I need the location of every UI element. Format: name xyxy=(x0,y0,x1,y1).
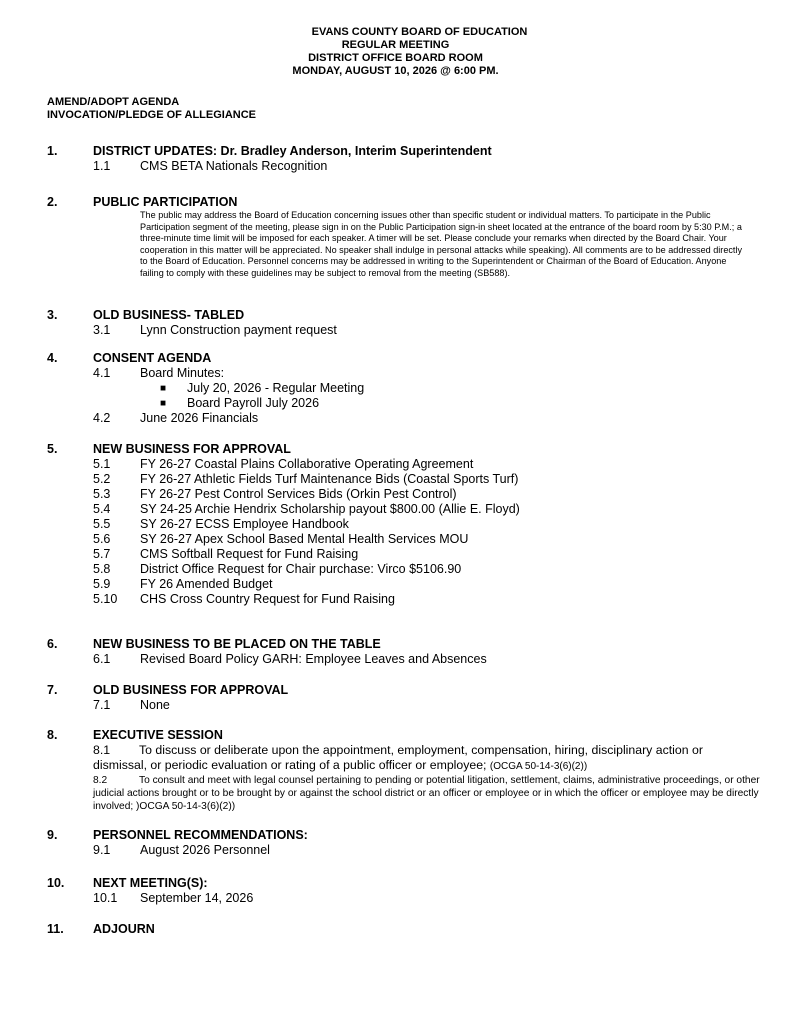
item-number: 9.1 xyxy=(93,843,111,857)
section-old-business-tabled xyxy=(47,308,747,338)
item-number: 5.10 xyxy=(93,592,118,606)
section-district-updates xyxy=(47,144,747,174)
section-number: 9. xyxy=(47,828,58,842)
document-header xyxy=(0,26,791,78)
section-number: 7. xyxy=(47,683,58,697)
section-new-business-table xyxy=(47,637,747,667)
section-adjourn xyxy=(47,922,747,937)
list-item xyxy=(47,411,747,426)
list-item xyxy=(47,547,747,562)
item-number: 5.3 xyxy=(93,487,111,501)
item-number: 5.4 xyxy=(93,502,111,516)
list-item xyxy=(47,577,747,592)
section-number: 4. xyxy=(47,351,58,365)
item-text: Board Minutes: xyxy=(140,366,225,380)
executive-item-legal xyxy=(93,774,763,813)
item-text: To consult and meet with legal counsel pertaining to pending or potential litigation, settlement, claims, administrative proceedings, or other judicial actions brought or to be brought by or against the school district or an officer or employee or in which the officer or employee may be directly involved; )OCGA 50-14-3(6)(2)) xyxy=(93,775,760,812)
list-item xyxy=(47,843,747,858)
section-number: 2. xyxy=(47,195,58,209)
bullet-item xyxy=(47,381,747,396)
item-text: Lynn Construction payment request xyxy=(140,323,337,337)
section-title: EXECUTIVE SESSION xyxy=(93,728,223,742)
section-title: DISTRICT UPDATES: Dr. Bradley Anderson, Interim Superintendent xyxy=(93,144,492,158)
section-number: 6. xyxy=(47,637,58,651)
item-text: FY 26-27 Pest Control Services Bids (Orkin Pest Control) xyxy=(140,487,457,501)
bullet-text: Board Payroll July 2026 xyxy=(187,396,320,410)
item-number: 8.1 xyxy=(93,743,111,757)
item-number: 5.9 xyxy=(93,577,111,591)
item-text: SY 26-27 Apex School Based Mental Health Services MOU xyxy=(140,532,469,546)
bullet-text: July 20, 2026 - Regular Meeting xyxy=(187,381,365,395)
list-item xyxy=(47,323,747,338)
legal-citation: (OCGA 50-14-3(6)(2)) xyxy=(489,761,588,772)
list-item xyxy=(47,698,747,713)
section-number: 3. xyxy=(47,308,58,322)
section-title: NEXT MEETING(S): xyxy=(93,876,208,890)
executive-item-personnel xyxy=(93,743,753,774)
item-text: June 2026 Financials xyxy=(140,411,259,425)
bullet-square-icon: ■ xyxy=(160,398,167,409)
item-number: 4.2 xyxy=(93,411,111,425)
section-new-business-approval xyxy=(47,442,747,607)
list-item xyxy=(47,891,747,906)
list-item xyxy=(47,592,747,607)
section-title: CONSENT AGENDA xyxy=(93,351,212,365)
meeting-location: DISTRICT OFFICE BOARD ROOM xyxy=(308,52,483,64)
item-text: Revised Board Policy GARH: Employee Leaves and Absences xyxy=(140,652,487,666)
section-executive-session xyxy=(47,728,760,813)
item-number: 10.1 xyxy=(93,891,118,905)
section-number: 5. xyxy=(47,442,58,456)
item-text: None xyxy=(140,698,170,712)
section-personnel xyxy=(47,828,747,858)
item-text: FY 26 Amended Budget xyxy=(140,577,273,591)
item-text: CMS BETA Nationals Recognition xyxy=(140,159,328,173)
section-next-meeting xyxy=(47,876,747,906)
section-number: 10. xyxy=(47,876,65,890)
list-item xyxy=(47,652,747,667)
item-text: FY 26-27 Athletic Fields Turf Maintenance Bids (Coastal Sports Turf) xyxy=(140,472,519,486)
section-title: OLD BUSINESS- TABLED xyxy=(93,308,245,322)
section-title: OLD BUSINESS FOR APPROVAL xyxy=(93,683,289,697)
opening-items xyxy=(47,96,256,122)
item-number: 5.6 xyxy=(93,532,111,546)
item-text: CHS Cross Country Request for Fund Raising xyxy=(140,592,395,606)
list-item xyxy=(47,502,747,517)
list-item xyxy=(47,159,747,174)
item-number: 5.1 xyxy=(93,457,111,471)
board-name: EVANS COUNTY BOARD OF EDUCATION xyxy=(311,26,528,38)
list-item xyxy=(47,532,747,547)
item-text: CMS Softball Request for Fund Raising xyxy=(140,547,359,561)
item-text: SY 26-27 ECSS Employee Handbook xyxy=(140,517,349,531)
meeting-type: REGULAR MEETING xyxy=(341,39,450,51)
amend-adopt-agenda: AMEND/ADOPT AGENDA xyxy=(47,96,180,108)
section-title: PUBLIC PARTICIPATION xyxy=(93,195,238,209)
list-item xyxy=(47,366,747,381)
section-title: NEW BUSINESS TO BE PLACED ON THE TABLE xyxy=(93,637,381,651)
item-number: 6.1 xyxy=(93,652,111,666)
section-number: 11. xyxy=(47,922,64,936)
item-text: August 2026 Personnel xyxy=(140,843,270,857)
list-item xyxy=(47,517,747,532)
section-public-participation xyxy=(47,195,747,280)
list-item xyxy=(47,472,747,487)
item-text: District Office Request for Chair purchase: Virco $5106.90 xyxy=(140,562,462,576)
public-participation-guidelines: The public may address the Board of Education concerning issues other than specific student or individual matters. To participate in the Public Participation segment of the meeting, please sign in on the Public Participation sign-in sheet located at the entrance of the board room by 5:30 P.M.; a three-minute time limit will be imposed for each speaker. A timer will be set. Please conclude your remarks when directed by the Board Chair. Your cooperation in this matter will be appreciated. No speaker shall indulge in personal attacks while speaking). All comments are to be addressed directly to the Board of Education. Personnel concerns may be addressed in writing to the Superintendent or Chairman of the Board of Education. Anyone failing to comply with these guidelines may be subject to removal from the meeting (SB588). xyxy=(140,210,743,278)
item-text: To discuss or deliberate upon the appointment, employment, compensation, hiring, disciplinary action or dismissal, or periodic evaluation or rating of a public officer or employee; xyxy=(93,743,703,772)
item-text: September 14, 2026 xyxy=(140,891,254,905)
bullet-square-icon: ■ xyxy=(160,383,167,394)
item-number: 3.1 xyxy=(93,323,111,337)
item-text: FY 26-27 Coastal Plains Collaborative Operating Agreement xyxy=(140,457,474,471)
item-number: 5.8 xyxy=(93,562,111,576)
section-old-business-approval xyxy=(47,683,747,713)
item-text: SY 24-25 Archie Hendrix Scholarship payout $800.00 (Allie E. Floyd) xyxy=(140,502,520,516)
section-title: PERSONNEL RECOMMENDATIONS: xyxy=(93,828,308,842)
item-number: 1.1 xyxy=(93,159,111,173)
bullet-item xyxy=(47,396,747,411)
item-number: 5.5 xyxy=(93,517,111,531)
invocation-pledge: INVOCATION/PLEDGE OF ALLEGIANCE xyxy=(47,109,257,121)
section-title: ADJOURN xyxy=(93,922,155,936)
list-item xyxy=(47,487,747,502)
section-number: 8. xyxy=(47,728,58,742)
item-number: 4.1 xyxy=(93,366,111,380)
list-item xyxy=(47,562,747,577)
section-number: 1. xyxy=(47,144,58,158)
section-consent-agenda xyxy=(47,351,747,426)
item-number: 8.2 xyxy=(93,775,108,786)
list-item xyxy=(47,457,747,472)
meeting-date: MONDAY, AUGUST 10, 2026 @ 6:00 PM. xyxy=(292,65,499,77)
item-number: 5.2 xyxy=(93,472,111,486)
item-number: 5.7 xyxy=(93,547,111,561)
section-title: NEW BUSINESS FOR APPROVAL xyxy=(93,442,291,456)
item-number: 7.1 xyxy=(93,698,111,712)
